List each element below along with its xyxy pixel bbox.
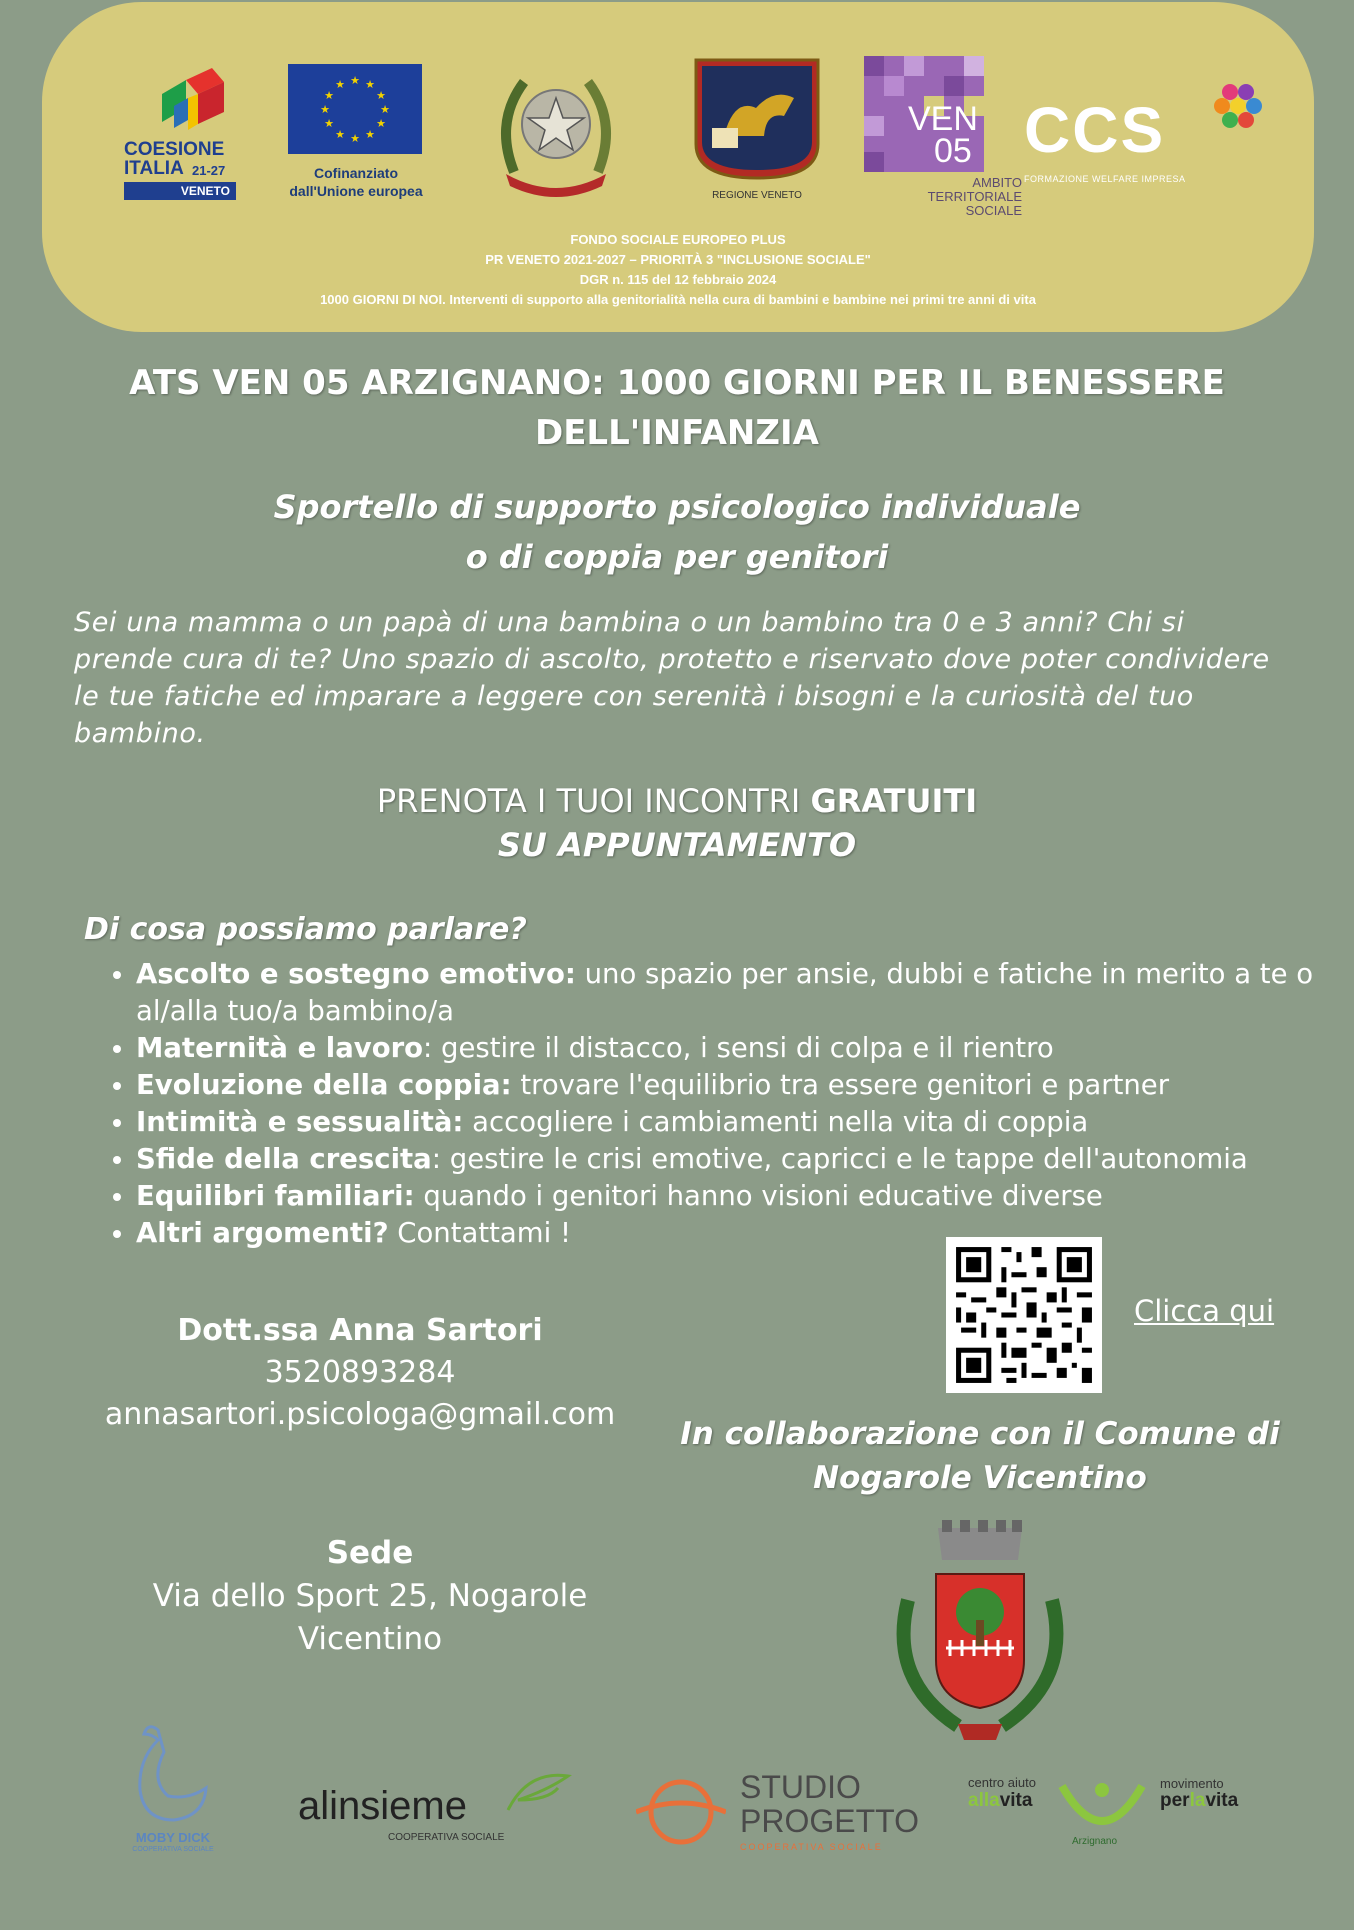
cav-left-main xyxy=(968,1790,1032,1812)
svg-text:★: ★ xyxy=(376,89,386,102)
topic-bold: Evoluzione della coppia: xyxy=(136,1069,512,1101)
booking-line-2: SU APPUNTAMENTO xyxy=(497,826,857,864)
subtitle xyxy=(60,482,1294,582)
cav-left3: vita xyxy=(999,1790,1033,1811)
topic-bold: Equilibri familiari: xyxy=(136,1180,415,1212)
ccs-tagline: FORMAZIONE WELFARE IMPRESA xyxy=(1024,174,1186,184)
studio-progetto-icon xyxy=(636,1774,726,1854)
list-item xyxy=(136,1067,1336,1104)
svg-text:★: ★ xyxy=(365,78,375,91)
funding-line-4: 1000 GIORNI DI NOI. Interventi di supporto alla genitorialità nella cura di bambini e bambine nei primi tre anni di vita xyxy=(320,292,1036,307)
cav-left2: alla xyxy=(968,1790,1000,1811)
svg-text:★: ★ xyxy=(350,74,360,87)
topic-bold: Altri argomenti? xyxy=(136,1217,389,1249)
studio-line1: STUDIO xyxy=(740,1769,861,1805)
topic-bold: Ascolto e sostegno emotivo: xyxy=(136,958,576,990)
ccs-hexagons-icon xyxy=(1208,82,1268,142)
location-address-2: Vicentino xyxy=(297,1621,443,1657)
main-title-line-1: ATS VEN 05 ARZIGNANO: 1000 GIORNI PER IL BENESSERE xyxy=(129,363,1225,403)
repubblica-italiana-emblem xyxy=(494,62,618,202)
location-block xyxy=(120,1532,620,1661)
main-title xyxy=(60,358,1294,458)
contact-phone[interactable]: 3520893284 xyxy=(264,1355,456,1390)
subtitle-line-2: o di coppia per genitori xyxy=(465,538,889,576)
svg-text:★: ★ xyxy=(324,117,334,130)
qr-code-icon xyxy=(946,1237,1102,1393)
topic-text: : gestire il distacco, i sensi di colpa e il rientro xyxy=(423,1032,1054,1064)
cav-left xyxy=(968,1776,1036,1790)
location-label: Sede xyxy=(326,1535,414,1571)
svg-text:★: ★ xyxy=(380,103,390,116)
mpv-right4: vita xyxy=(1205,1790,1239,1811)
svg-text:★: ★ xyxy=(320,103,330,116)
mpv-right3: la xyxy=(1189,1790,1206,1811)
cav-left1: centro xyxy=(968,1775,1005,1790)
eu-flag-icon xyxy=(288,64,422,154)
funding-line-3: DGR n. 115 del 12 febbraio 2024 xyxy=(579,272,777,287)
mpv-right2: per xyxy=(1160,1790,1190,1811)
whale-icon xyxy=(118,1720,228,1830)
contact-block xyxy=(50,1310,670,1436)
booking-plain: PRENOTA I TUOI INCONTRI xyxy=(376,782,811,820)
svg-text:★: ★ xyxy=(335,78,345,91)
list-item xyxy=(136,1178,1336,1215)
topic-bold: Maternità e lavoro xyxy=(136,1032,424,1064)
list-item xyxy=(136,1104,1336,1141)
header-banner xyxy=(42,2,1314,332)
ven05-ambito-logo xyxy=(862,56,1022,226)
ccs-logo xyxy=(1024,82,1294,192)
svg-text:★: ★ xyxy=(335,128,345,141)
alinsieme-name: alinsieme xyxy=(298,1784,467,1828)
alinsieme-sub: COOPERATIVA SOCIALE xyxy=(388,1832,505,1843)
eu-caption-2: dall'Unione europea xyxy=(289,183,423,199)
eu-caption-1: Cofinanziato xyxy=(314,165,398,181)
collaboration-text xyxy=(660,1412,1300,1500)
coesione-line2: ITALIA xyxy=(124,158,184,179)
coesione-line1: COESIONE xyxy=(124,139,225,160)
mobydick-name: MOBY DICK xyxy=(135,1830,211,1845)
collab-line-1: In collaborazione con il Comune di xyxy=(680,1416,1280,1452)
contact-name: Dott.ssa Anna Sartori xyxy=(177,1313,543,1348)
booking-bold: GRATUITI xyxy=(810,782,978,820)
coesione-years: 21-27 xyxy=(192,163,226,178)
topic-text: quando i genitori hanno visioni educative diverse xyxy=(414,1180,1103,1212)
cav-mpv-logo xyxy=(968,1776,1258,1856)
coesione-italia-logo xyxy=(124,64,254,204)
list-item xyxy=(136,1141,1336,1178)
topics-question: Di cosa possiamo parlare? xyxy=(84,912,527,947)
alinsieme-logo xyxy=(298,1770,578,1850)
collab-line-2: Nogarole Vicentino xyxy=(813,1460,1147,1496)
subtitle-line-1: Sportello di supporto psicologico individuale xyxy=(273,488,1081,526)
qr-code[interactable] xyxy=(946,1237,1102,1393)
regione-veneto-logo xyxy=(694,58,820,208)
topics-list xyxy=(100,956,1336,1252)
booking-line-1 xyxy=(60,778,1294,824)
svg-text:★: ★ xyxy=(365,128,375,141)
topic-bold: Intimità e sessualità: xyxy=(136,1106,464,1138)
mobydick-logo xyxy=(118,1720,228,1870)
list-item xyxy=(136,956,1336,1030)
ven05-big1: VEN xyxy=(908,100,978,138)
mpv-main xyxy=(1160,1790,1238,1812)
alinsieme-swirl-icon xyxy=(498,1770,578,1820)
eu-logo xyxy=(288,64,448,214)
svg-text:★: ★ xyxy=(324,89,334,102)
studio-sub: COOPERATIVA SOCIALE xyxy=(740,1842,883,1852)
topic-bold: Sfide della crescita xyxy=(136,1143,432,1175)
cav-heart-icon xyxy=(1052,1776,1152,1836)
ven05-line2: TERRITORIALE xyxy=(927,189,1022,204)
coesione-cube-icon xyxy=(124,64,254,144)
topic-text: uno spazio per ansie, dubbi e fatiche in merito a te o al/alla tuo/a bambino/a xyxy=(136,958,1314,1027)
svg-text:★: ★ xyxy=(350,132,360,145)
list-item xyxy=(136,1030,1336,1067)
studio-line2: PROGETTO xyxy=(740,1803,919,1839)
studio-progetto-logo xyxy=(636,1769,919,1860)
ccs-name: CCS xyxy=(1024,94,1166,166)
topic-text: trovare l'equilibrio tra essere genitori e partner xyxy=(511,1069,1170,1101)
coesione-region: VENETO xyxy=(124,182,236,200)
funding-text xyxy=(42,230,1314,310)
qr-link[interactable]: Clicca qui xyxy=(1134,1294,1275,1328)
topic-text: Contattami ! xyxy=(388,1217,571,1249)
mpv-right1: movimento xyxy=(1160,1776,1224,1791)
cav-place: Arzignano xyxy=(1072,1836,1118,1847)
nogarole-coat-of-arms xyxy=(888,1520,1072,1750)
intro-paragraph: Sei una mamma o un papà di una bambina o un bambino tra 0 e 3 anni? Chi si prende cura di te? Uno spazio di ascolto, protetto e riservato dove poter condividere le tue fatiche ed imparare a leggere con serenità i bisogni e la curiosità del tuo bambino. xyxy=(74,607,1270,749)
coat-of-arms-icon xyxy=(888,1520,1072,1750)
cav-aiuto: aiuto xyxy=(1007,1775,1036,1790)
ven05-line3: SOCIALE xyxy=(965,203,1022,218)
ven05-big2: 05 xyxy=(934,132,972,170)
funding-line-2: PR VENETO 2021-2027 – PRIORITÀ 3 "INCLUSIONE SOCIALE" xyxy=(485,252,871,267)
topic-text: accogliere i cambiamenti nella vita di coppia xyxy=(463,1106,1089,1138)
topic-text: : gestire le crisi emotive, capricci e le tappe dell'autonomia xyxy=(431,1143,1248,1175)
location-address-1: Via dello Sport 25, Nogarole xyxy=(152,1578,588,1614)
lion-of-st-mark-icon xyxy=(694,58,820,180)
funding-line-1: FONDO SOCIALE EUROPEO PLUS xyxy=(570,232,786,247)
list-item xyxy=(136,1215,1336,1252)
mobydick-sub: COOPERATIVA SOCIALE xyxy=(132,1846,214,1853)
main-title-line-2: DELL'INFANZIA xyxy=(534,413,819,453)
contact-email[interactable]: annasartori.psicologa@gmail.com xyxy=(104,1397,616,1432)
svg-text:★: ★ xyxy=(376,117,386,130)
regione-caption: REGIONE VENETO xyxy=(712,190,802,201)
ven05-line1: AMBITO xyxy=(972,175,1022,190)
